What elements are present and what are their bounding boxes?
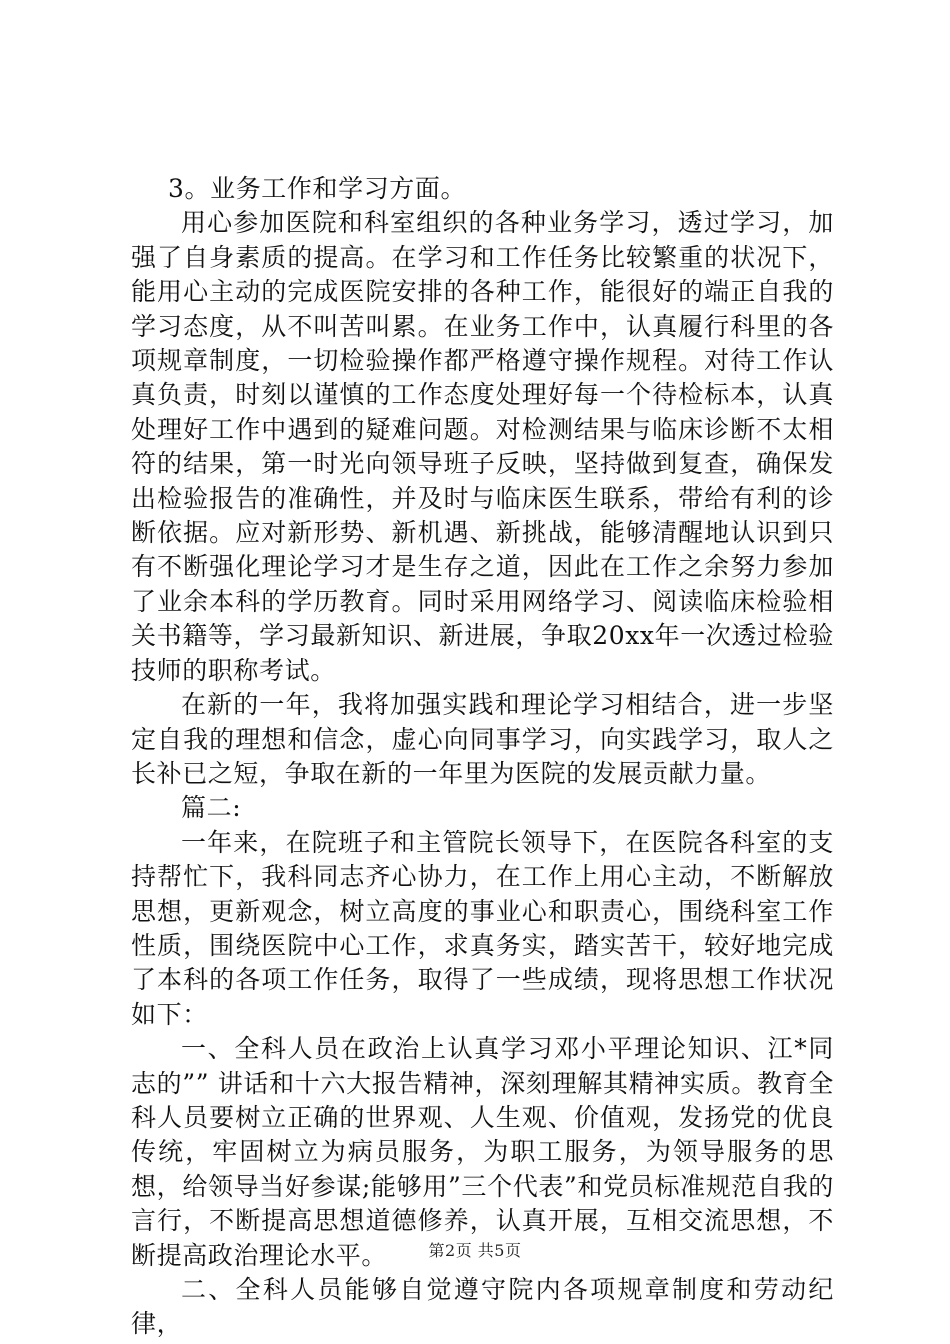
section-heading: 3。业务工作和学习方面。: [168, 174, 467, 203]
page-number-footer: 第2页 共5页: [428, 1241, 522, 1260]
section-heading-part-two: 篇二:: [181, 793, 242, 823]
paragraph-point-one: 一、全科人员在政治上认真学习邓小平理论知识、江*同志的”” 讲话和十六大报告精神，深刻理解其精神实质。教育全科人员要树立正确的世界观、人生观、价值观，发扬党的优良传统，牢固树立为病员服务，为职工服务，为领导服务的思想，给领导当好参谋;能够用”三个代表”和党员标准规范自我的言行，不断提高思想道德修养，认真开展，互相交流思想，不断提高政治理论水平。: [131, 1034, 834, 1270]
paragraph-new-year: 在新的一年，我将加强实践和理论学习相结合，进一步坚定自我的理想和信念，虚心向同事学习，向实践学习，取人之长补已之短，争取在新的一年里为医院的发展贡献力量。: [131, 690, 834, 788]
document-body: [131, 172, 834, 1342]
paragraph-summary: 一年来，在院班子和主管院长领导下，在医院各科室的支持帮忙下，我科同志齐心协力，在工作上用心主动，不断解放思想，更新观念，树立高度的事业心和职责心，围绕科室工作性质，围绕医院中心工作，求真务实，踏实苦干，较好地完成了本科的各项工作任务，取得了一些成绩，现将思想工作状况如下：: [131, 827, 834, 1029]
paragraph-point-two: 二、全科人员能够自觉遵守院内各项规章制度和劳动纪律，: [131, 1275, 834, 1339]
paragraph-study: 用心参加医院和科室组织的各种业务学习，透过学习，加强了自身素质的提高。在学习和工作任务比较繁重的状况下，能用心主动的完成医院安排的各种工作，能很好的端正自我的学习态度，从不叫苦叫累。在业务工作中，认真履行科里的各项规章制度，一切检验操作都严格遵守操作规程。对待工作认真负责，时刻以谨慎的工作态度处理好每一个待检标本，认真处理好工作中遇到的疑难问题。对检测结果与临床诊断不太相符的结果，第一时光向领导班子反映，坚持做到复查，确保发出检验报告的准确性，并及时与临床医生联系，带给有利的诊断依据。应对新形势、新机遇、新挑战，能够清醒地认识到只有不断强化理论学习才是生存之道，因此在工作之余努力参加了业余本科的学历教育。同时采用网络学习、阅读临床检验相关书籍等，学习最新知识、新进展，争取20xx年一次透过检验技师的职称考试。: [131, 208, 834, 685]
